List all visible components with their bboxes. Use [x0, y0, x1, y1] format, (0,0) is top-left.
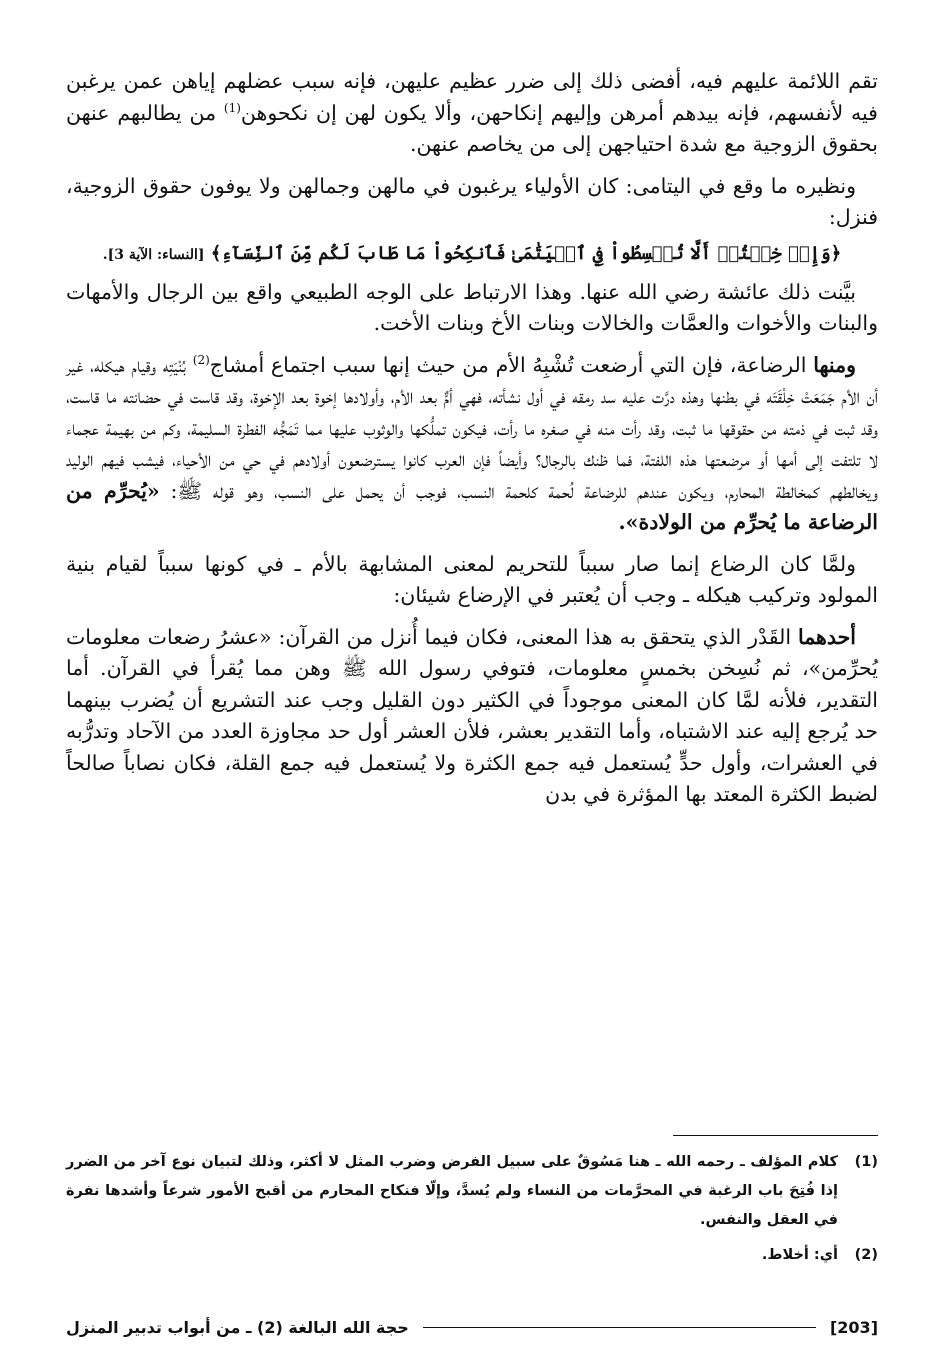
section-lead: ومنها	[813, 352, 856, 377]
main-text	[66, 66, 878, 811]
paragraph-text: ونظيره ما وقع في اليتامى: كان الأولياء يرغبون في مالهن وجمالهن ولا يوفون حقوق الزوجية، فنزل:	[66, 173, 878, 229]
paragraph-text: من يطالبهم عنهن بحقوق الزوجية مع شدة احتياجهن إلى من يخاصم عنهن.	[66, 100, 878, 156]
paragraph-5	[66, 549, 878, 612]
paragraph-1	[66, 66, 878, 161]
paragraph-4	[66, 350, 878, 539]
paragraph-3	[66, 277, 878, 340]
footnote-2	[66, 1241, 878, 1270]
footnote-number: (1)	[854, 1154, 878, 1170]
footnote-number: (2)	[854, 1247, 878, 1263]
quran-verse	[66, 236, 878, 273]
page-footer	[66, 1312, 878, 1342]
footnote-text: أي: أخلاط.	[761, 1247, 838, 1263]
footnote-marker: (1)	[223, 100, 241, 115]
verse-reference: [النساء: الآية 3].	[102, 246, 205, 263]
paragraph-text: تقم اللائمة عليهم فيه، أفضى ذلك إلى ضرر عظيم عليهن، فإنه سبب عضلهم إياهن عمن يرغبن فيه لأنفسهم، فإنه بيدهم أمرهن وإليهم إنكاحهن، وألا يكون لهن إن نكحوهن	[66, 69, 878, 125]
paragraph-text: الرضاعة، فإن التي أرضعت تُشْبِهُ الأم من حيث إنها سبب اجتماع أمشاج	[209, 352, 814, 377]
paragraph-2	[66, 171, 878, 234]
section-lead: أحدهما	[797, 624, 856, 649]
hadith-quote: «يُحرِّم من الرضاعة ما يُحرِّم من الولادة».	[66, 478, 878, 534]
verse-text: ﴿وَإِنۡ خِفۡتُمۡ أَلَّا تُقۡسِطُواْ فِي ٱلۡيَتَٰمَىٰ فَٱنكِحُواْ مَا طَابَ لَكُم مِّنَ ٱلنِّسَآءِ﴾	[210, 242, 842, 264]
footnote-separator	[673, 1135, 878, 1136]
footnotes	[66, 1148, 878, 1276]
footnote-marker: (2)	[192, 352, 210, 367]
paragraph-6	[66, 622, 878, 811]
paragraph-text: بيَّنت ذلك عائشة رضي الله عنها. وهذا الارتباط على الوجه الطبيعي واقع بين الرجال والأمهات والبنات والأخوات والعمَّات والخالات وبنات الأخ وبنات الأخت.	[66, 279, 878, 335]
page-number: [203]	[829, 1317, 878, 1337]
paragraph-text: ولمَّا كان الرضاع إنما صار سبباً للتحريم لمعنى المشابهة بالأم ـ في كونها سبباً لقيام بنية المولود وتركيب هيكله ـ وجب أن يُعتبر في الإرضاع شيئان:	[66, 551, 878, 607]
paragraph-text: القَدْر الذي يتحقق به هذا المعنى، فكان فيما أُنزل من القرآن: «عشرُ رضعات معلومات يُحرِّمن»، ثم نُسِخن بخمسٍ معلومات، فتوفي رسول الله ﷺ وهن مما يُقرأ في القرآن. أما التقدير، فلأنه لمَّا كان المعنى موجوداً في الكثير دون القليل وجب عند التشريع أن يُضرب بينهما حد يُرجع إليه عند الاشتباه، وأما التقدير بعشر، فلأن العشر أول حد مجاوزة العدد من الآحاد وتدرُّبه في العشرات، وأول حدٍّ يُستعمل فيه جمع الكثرة ولا يُستعمل فيه جمع القلة، فكان نصاباً صالحاً لضبط الكثرة المعتد بها المؤثرة في بدن	[66, 624, 878, 806]
running-title: حجة الله البالغة (2) ـ من أبواب تدبير المنزل	[66, 1317, 409, 1337]
footnote-text: كلام المؤلف ـ رحمه الله ـ هنا مَسُوقٌ على سبيل الفرض وضرب المثل لا أكثر، وذلك لتبيان نوع آخر من الضرر إذا فُتِحَ باب الرغبة في المحرَّمات من النساء ولم يُسدَّ، وإلّا فنكاح المحارم من أقبح الأمور شرعاً وأشدها نفرة في العقل والنفس.	[66, 1154, 838, 1228]
paragraph-text: بُنْيَتِه وقيام هيكله، غير أن الأم جَمَعَتْ خِلْقَتَه في بطنها وهذه درَّت عليه سد رمقه في أول نشأته، فهي أمٌّ بعد الأم، وأولادها إخوة بعد الإخوة، وقد قاست في حضانته ما قاست، وقد ثبت في ذمته من حقوقها ما ثبت، وقد رأت منه في صغره ما رأت، فيكون تملُّكها والوثوب عليها مما تَمَجُّه الفطرة السليمة، وكم من بهيمة عجماء لا تلتفت إلى أمها أو مرضعتها هذه اللفتة، فما ظنك بالرجال؟ وأيضاً فإن العرب كانوا يسترضعون أولادهم في حي من الأحياء، فيشب فيهم الوليد ويخالطهم كمخالطة المحارم، ويكون عندهم للرضاعة لُحمة كلحمة النسب، فوجب أن يحمل على النسب، وهو قوله ﷺ:	[66, 352, 878, 503]
footnote-1	[66, 1148, 878, 1235]
footer-rule	[423, 1327, 816, 1328]
